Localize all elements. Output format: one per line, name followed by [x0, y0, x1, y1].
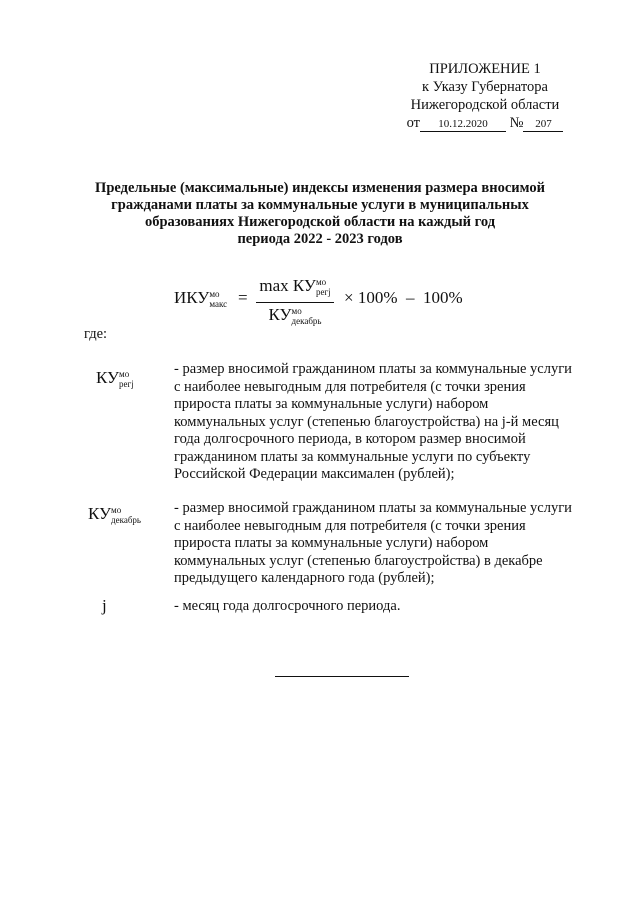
den-sup: мо [291, 306, 302, 317]
index-formula [174, 274, 494, 334]
lhs-sup: мо [209, 289, 220, 300]
num-sub: регj [315, 287, 331, 298]
num-sup: мо [315, 277, 327, 288]
appendix-decree-ref: к Указу Губернатора [422, 79, 548, 95]
formula-lhs: ИКУ мо макс [174, 288, 228, 310]
title-line: Предельные (максимальные) индексы изменения размера вносимой [95, 180, 545, 196]
appendix-title: ПРИЛОЖЕНИЕ 1 [429, 61, 541, 77]
title-line: периода 2022 - 2023 годов [237, 231, 403, 247]
definition-text-ku-december: - размер вносимой гражданином платы за коммунальные услуги с наиболее невыгодным для потребителя (с точки зрения прироста платы за коммунальные услуги) набором коммунальных услуг (степенью благоустройства) в декабре предыдущего календарного года (рублей); [174, 500, 572, 586]
definition-symbol-ku-reg: КУ мо регj [96, 368, 134, 390]
document-title [70, 180, 570, 248]
lhs-sub: макс [209, 299, 228, 310]
definition-text-ku-reg: - размер вносимой гражданином платы за коммунальные услуги с наиболее невыгодным для потребителя (с точки зрения прироста платы за коммунальные услуги) набором коммунальных услуг (степенью благоустройства) на j-й месяц года долгосрочного периода, в котором размер вносимой гражданином платы за коммунальные услуги по субъекту Российской Федерации максимален (рублей); [174, 361, 572, 482]
number-prefix: № [509, 115, 524, 131]
end-of-document-rule [275, 676, 409, 677]
appendix-date-line [380, 114, 590, 132]
formula-denominator: КУ мо декабрь [268, 305, 322, 327]
appendix-header [380, 60, 590, 132]
title-line: гражданами платы за коммунальные услуги в муниципальных [111, 197, 529, 213]
formula-numerator: max КУ мо регj [256, 274, 334, 303]
definition-symbol-j: j [102, 596, 107, 615]
date-prefix: от [406, 115, 420, 131]
definition-text-j: - месяц года долгосрочного периода. [174, 598, 401, 614]
decree-date: 10.12.2020 [420, 118, 506, 132]
formula-fraction [256, 274, 334, 326]
formula-tail: × 100% – 100% [344, 288, 463, 307]
definition-symbol-ku-december: КУ мо декабрь [88, 504, 142, 526]
decree-number: 207 [523, 118, 563, 132]
appendix-region: Нижегородской области [410, 97, 560, 113]
den-sub: декабрь [291, 316, 322, 327]
title-line: образованиях Нижегородской области на каждый год [144, 214, 496, 230]
formula-equals: = [238, 288, 248, 307]
where-label: где: [84, 326, 108, 342]
